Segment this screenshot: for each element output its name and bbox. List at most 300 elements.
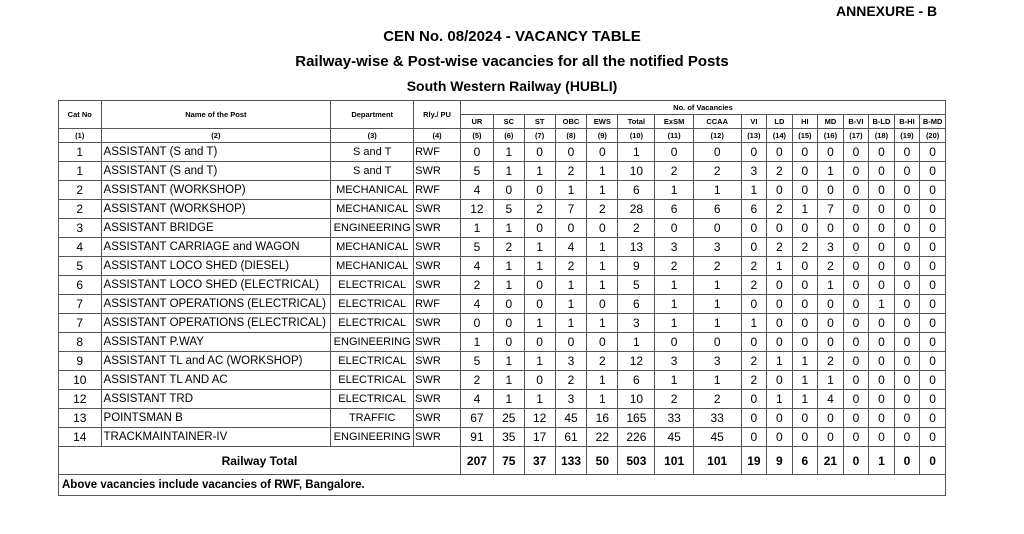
cell-vacancy-value: 0 — [843, 428, 869, 447]
note-row — [59, 475, 946, 496]
cell-vacancy-value: 1 — [655, 371, 693, 390]
cell-vacancy-value: 0 — [894, 143, 920, 162]
cell-vacancy-value: 2 — [524, 200, 555, 219]
cell-vacancy-value: 226 — [618, 428, 655, 447]
cell-post-name: ASSISTANT (WORKSHOP) — [101, 200, 331, 219]
cell-post-name: ASSISTANT (WORKSHOP) — [101, 181, 331, 200]
cell-vacancy-value: 2 — [741, 371, 767, 390]
cell-vacancy-value: 4 — [460, 390, 493, 409]
cell-post-name: ASSISTANT P.WAY — [101, 333, 331, 352]
cell-cat-no: 9 — [59, 352, 102, 371]
cell-vacancy-value: 0 — [693, 143, 741, 162]
cell-vacancy-value: 0 — [767, 295, 793, 314]
cell-department: ENGINEERING — [331, 333, 414, 352]
cell-department: MECHANICAL — [331, 200, 414, 219]
cell-vacancy-value: 1 — [524, 257, 555, 276]
cell-vacancy-value: 1 — [618, 143, 655, 162]
cell-cat-no: 4 — [59, 238, 102, 257]
cell-vacancy-value: 1 — [792, 371, 818, 390]
cell-rly: SWR — [414, 428, 461, 447]
table-row — [59, 143, 946, 162]
cell-vacancy-value: 2 — [767, 200, 793, 219]
column-number: (10) — [618, 129, 655, 143]
cell-vacancy-value: 2 — [655, 162, 693, 181]
cell-vacancy-value: 0 — [792, 314, 818, 333]
cell-vacancy-value: 0 — [843, 390, 869, 409]
cell-vacancy-value: 2 — [741, 257, 767, 276]
cell-vacancy-value: 1 — [524, 314, 555, 333]
cell-vacancy-value: 0 — [869, 181, 895, 200]
table-row — [59, 200, 946, 219]
cell-department: ELECTRICAL — [331, 371, 414, 390]
cell-vacancy-value: 0 — [493, 333, 524, 352]
cell-vacancy-value: 1 — [524, 390, 555, 409]
header-column-b-vi: B-VI — [843, 115, 869, 129]
cell-vacancy-value: 1 — [493, 219, 524, 238]
cell-vacancy-value: 0 — [920, 333, 946, 352]
railway-name: South Western Railway (HUBLI) — [406, 78, 618, 94]
cell-vacancy-value: 0 — [792, 162, 818, 181]
cell-vacancy-value: 91 — [460, 428, 493, 447]
cell-vacancy-value: 0 — [587, 295, 618, 314]
cell-vacancy-value: 3 — [655, 352, 693, 371]
cell-vacancy-value: 1 — [693, 295, 741, 314]
cell-vacancy-value: 0 — [920, 181, 946, 200]
cell-vacancy-value: 0 — [920, 371, 946, 390]
cell-vacancy-value: 0 — [843, 181, 869, 200]
cell-vacancy-value: 1 — [524, 352, 555, 371]
cell-vacancy-value: 7 — [555, 200, 587, 219]
cell-department: ELECTRICAL — [331, 276, 414, 295]
header-cat-no: Cat No — [59, 101, 102, 129]
total-value: 19 — [741, 447, 767, 475]
column-number: (11) — [655, 129, 693, 143]
cell-vacancy-value: 5 — [460, 162, 493, 181]
total-value: 207 — [460, 447, 493, 475]
column-number: (3) — [331, 129, 414, 143]
total-value: 0 — [894, 447, 920, 475]
cell-vacancy-value: 4 — [818, 390, 844, 409]
cell-vacancy-value: 0 — [920, 295, 946, 314]
cell-vacancy-value: 0 — [555, 143, 587, 162]
cell-vacancy-value: 61 — [555, 428, 587, 447]
column-number: (13) — [741, 129, 767, 143]
table-row — [59, 314, 946, 333]
cell-vacancy-value: 3 — [693, 352, 741, 371]
cell-vacancy-value: 1 — [555, 295, 587, 314]
cell-vacancy-value: 1 — [555, 276, 587, 295]
cell-vacancy-value: 1 — [555, 181, 587, 200]
cell-vacancy-value: 0 — [792, 409, 818, 428]
cell-vacancy-value: 0 — [894, 333, 920, 352]
cell-post-name: ASSISTANT TRD — [101, 390, 331, 409]
cell-vacancy-value: 1 — [693, 276, 741, 295]
cell-vacancy-value: 0 — [741, 238, 767, 257]
cell-vacancy-value: 1 — [655, 314, 693, 333]
header-column-ccaa: CCAA — [693, 115, 741, 129]
cell-vacancy-value: 1 — [587, 162, 618, 181]
cell-vacancy-value: 3 — [741, 162, 767, 181]
cell-vacancy-value: 0 — [869, 333, 895, 352]
total-value: 0 — [843, 447, 869, 475]
cell-vacancy-value: 0 — [869, 390, 895, 409]
total-value: 21 — [818, 447, 844, 475]
cell-vacancy-value: 0 — [818, 219, 844, 238]
cell-vacancy-value: 1 — [493, 143, 524, 162]
header-post-name: Name of the Post — [101, 101, 331, 129]
cell-department: TRAFFIC — [331, 409, 414, 428]
cell-vacancy-value: 0 — [460, 143, 493, 162]
cell-vacancy-value: 0 — [792, 333, 818, 352]
cell-vacancy-value: 0 — [818, 333, 844, 352]
cell-vacancy-value: 22 — [587, 428, 618, 447]
column-number: (20) — [920, 129, 946, 143]
cell-vacancy-value: 28 — [618, 200, 655, 219]
cell-vacancy-value: 1 — [792, 200, 818, 219]
cell-post-name: ASSISTANT CARRIAGE and WAGON — [101, 238, 331, 257]
header-column-b-hi: B-HI — [894, 115, 920, 129]
cell-cat-no: 8 — [59, 333, 102, 352]
cell-vacancy-value: 0 — [869, 428, 895, 447]
header-column-vi: VI — [741, 115, 767, 129]
cell-vacancy-value: 0 — [693, 333, 741, 352]
column-number: (4) — [414, 129, 461, 143]
cell-cat-no: 7 — [59, 295, 102, 314]
cell-vacancy-value: 0 — [920, 238, 946, 257]
cell-vacancy-value: 5 — [493, 200, 524, 219]
cell-vacancy-value: 45 — [555, 409, 587, 428]
column-number: (17) — [843, 129, 869, 143]
cell-vacancy-value: 2 — [741, 352, 767, 371]
cell-vacancy-value: 13 — [618, 238, 655, 257]
cell-vacancy-value: 1 — [524, 238, 555, 257]
cell-cat-no: 14 — [59, 428, 102, 447]
cell-vacancy-value: 0 — [843, 409, 869, 428]
column-number: (5) — [460, 129, 493, 143]
table-row — [59, 371, 946, 390]
column-number: (6) — [493, 129, 524, 143]
table-row — [59, 276, 946, 295]
cell-vacancy-value: 1 — [493, 162, 524, 181]
table-row — [59, 238, 946, 257]
cell-vacancy-value: 0 — [843, 257, 869, 276]
cell-vacancy-value: 1 — [493, 390, 524, 409]
cell-vacancy-value: 1 — [493, 257, 524, 276]
total-value: 75 — [493, 447, 524, 475]
cell-vacancy-value: 0 — [920, 219, 946, 238]
cell-vacancy-value: 0 — [555, 333, 587, 352]
cell-vacancy-value: 0 — [894, 295, 920, 314]
cell-vacancy-value: 0 — [869, 200, 895, 219]
cell-post-name: ASSISTANT OPERATIONS (ELECTRICAL) — [101, 295, 331, 314]
cell-vacancy-value: 0 — [524, 371, 555, 390]
cell-vacancy-value: 1 — [655, 181, 693, 200]
cell-post-name: ASSISTANT LOCO SHED (DIESEL) — [101, 257, 331, 276]
column-number: (9) — [587, 129, 618, 143]
total-value: 101 — [693, 447, 741, 475]
table-row — [59, 219, 946, 238]
cell-vacancy-value: 0 — [843, 143, 869, 162]
cell-vacancy-value: 0 — [920, 409, 946, 428]
cell-vacancy-value: 0 — [792, 181, 818, 200]
cell-vacancy-value: 165 — [618, 409, 655, 428]
header-column-ld: LD — [767, 115, 793, 129]
cell-vacancy-value: 0 — [767, 409, 793, 428]
cell-cat-no: 1 — [59, 143, 102, 162]
cell-vacancy-value: 0 — [818, 409, 844, 428]
cell-vacancy-value: 0 — [655, 219, 693, 238]
cell-vacancy-value: 1 — [693, 314, 741, 333]
cell-vacancy-value: 2 — [555, 257, 587, 276]
cell-vacancy-value: 0 — [555, 219, 587, 238]
table-row — [59, 257, 946, 276]
cell-rly: SWR — [414, 162, 461, 181]
cell-vacancy-value: 1 — [587, 257, 618, 276]
cell-cat-no: 2 — [59, 181, 102, 200]
cell-vacancy-value: 1 — [869, 295, 895, 314]
cell-vacancy-value: 0 — [920, 200, 946, 219]
total-value: 37 — [524, 447, 555, 475]
cell-vacancy-value: 1 — [792, 390, 818, 409]
cell-post-name: ASSISTANT BRIDGE — [101, 219, 331, 238]
table-row — [59, 428, 946, 447]
cell-post-name: POINTSMAN B — [101, 409, 331, 428]
cell-vacancy-value: 0 — [741, 295, 767, 314]
column-number: (2) — [101, 129, 331, 143]
cell-vacancy-value: 4 — [460, 181, 493, 200]
cell-vacancy-value: 1 — [792, 352, 818, 371]
cell-vacancy-value: 67 — [460, 409, 493, 428]
cell-vacancy-value: 0 — [792, 428, 818, 447]
total-value: 503 — [618, 447, 655, 475]
cell-rly: SWR — [414, 314, 461, 333]
cell-vacancy-value: 9 — [618, 257, 655, 276]
cell-vacancy-value: 2 — [655, 257, 693, 276]
cell-vacancy-value: 0 — [843, 295, 869, 314]
cell-vacancy-value: 1 — [493, 352, 524, 371]
cell-vacancy-value: 2 — [460, 371, 493, 390]
total-label: Railway Total — [59, 447, 461, 475]
header-column-ews: EWS — [587, 115, 618, 129]
cell-vacancy-value: 1 — [767, 257, 793, 276]
cell-department: S and T — [331, 162, 414, 181]
cell-vacancy-value: 1 — [767, 390, 793, 409]
cell-vacancy-value: 0 — [843, 314, 869, 333]
cell-department: MECHANICAL — [331, 181, 414, 200]
cell-vacancy-value: 0 — [767, 276, 793, 295]
cell-department: ELECTRICAL — [331, 352, 414, 371]
cell-vacancy-value: 0 — [843, 162, 869, 181]
cell-cat-no: 3 — [59, 219, 102, 238]
cell-vacancy-value: 0 — [524, 181, 555, 200]
column-number: (19) — [894, 129, 920, 143]
cell-vacancy-value: 1 — [493, 276, 524, 295]
cell-vacancy-value: 0 — [767, 143, 793, 162]
cell-vacancy-value: 0 — [869, 219, 895, 238]
cell-vacancy-value: 0 — [920, 276, 946, 295]
cell-vacancy-value: 0 — [524, 295, 555, 314]
cell-vacancy-value: 0 — [843, 219, 869, 238]
column-number: (8) — [555, 129, 587, 143]
cell-vacancy-value: 1 — [818, 276, 844, 295]
cell-vacancy-value: 16 — [587, 409, 618, 428]
cell-vacancy-value: 0 — [894, 352, 920, 371]
cell-vacancy-value: 2 — [555, 162, 587, 181]
cell-vacancy-value: 0 — [792, 143, 818, 162]
cell-vacancy-value: 1 — [555, 314, 587, 333]
cell-vacancy-value: 2 — [818, 352, 844, 371]
cell-cat-no: 2 — [59, 200, 102, 219]
cell-vacancy-value: 0 — [524, 219, 555, 238]
cell-vacancy-value: 1 — [493, 371, 524, 390]
cell-rly: SWR — [414, 333, 461, 352]
cell-vacancy-value: 0 — [493, 181, 524, 200]
cell-vacancy-value: 0 — [655, 333, 693, 352]
cell-rly: SWR — [414, 409, 461, 428]
cell-vacancy-value: 1 — [460, 219, 493, 238]
cell-vacancy-value: 0 — [843, 238, 869, 257]
cell-vacancy-value: 0 — [894, 181, 920, 200]
cell-post-name: ASSISTANT TL and AC (WORKSHOP) — [101, 352, 331, 371]
cell-vacancy-value: 0 — [920, 390, 946, 409]
cell-vacancy-value: 0 — [894, 162, 920, 181]
cell-department: ELECTRICAL — [331, 295, 414, 314]
cell-vacancy-value: 3 — [655, 238, 693, 257]
cell-vacancy-value: 1 — [524, 162, 555, 181]
cell-vacancy-value: 2 — [693, 257, 741, 276]
cell-vacancy-value: 0 — [818, 314, 844, 333]
cell-vacancy-value: 1 — [618, 333, 655, 352]
cell-vacancy-value: 0 — [493, 314, 524, 333]
cell-department: ENGINEERING — [331, 428, 414, 447]
column-number: (16) — [818, 129, 844, 143]
cell-vacancy-value: 0 — [920, 257, 946, 276]
cell-vacancy-value: 0 — [818, 428, 844, 447]
header-no-of-vacancies: No. of Vacancies — [460, 101, 945, 115]
cell-rly: SWR — [414, 276, 461, 295]
cell-vacancy-value: 0 — [792, 257, 818, 276]
header-column-sc: SC — [493, 115, 524, 129]
cell-vacancy-value: 1 — [693, 181, 741, 200]
cell-rly: SWR — [414, 257, 461, 276]
cell-vacancy-value: 0 — [869, 143, 895, 162]
header-column-b-ld: B-LD — [869, 115, 895, 129]
cell-rly: RWF — [414, 143, 461, 162]
cell-cat-no: 13 — [59, 409, 102, 428]
table-row — [59, 333, 946, 352]
column-number: (14) — [767, 129, 793, 143]
vacancy-table — [58, 100, 946, 496]
cell-vacancy-value: 1 — [818, 371, 844, 390]
cell-vacancy-value: 1 — [693, 371, 741, 390]
cell-post-name: ASSISTANT TL AND AC — [101, 371, 331, 390]
cell-vacancy-value: 0 — [843, 371, 869, 390]
cell-vacancy-value: 10 — [618, 162, 655, 181]
cell-vacancy-value: 0 — [818, 295, 844, 314]
cell-vacancy-value: 6 — [741, 200, 767, 219]
cell-vacancy-value: 0 — [843, 200, 869, 219]
cell-vacancy-value: 0 — [869, 409, 895, 428]
cell-vacancy-value: 0 — [792, 219, 818, 238]
cell-vacancy-value: 2 — [618, 219, 655, 238]
cell-vacancy-value: 0 — [587, 333, 618, 352]
cell-vacancy-value: 0 — [869, 257, 895, 276]
column-number: (18) — [869, 129, 895, 143]
cell-department: ELECTRICAL — [331, 390, 414, 409]
table-row — [59, 181, 946, 200]
cell-post-name: ASSISTANT OPERATIONS (ELECTRICAL) — [101, 314, 331, 333]
cell-vacancy-value: 6 — [618, 181, 655, 200]
cell-vacancy-value: 5 — [460, 238, 493, 257]
cell-vacancy-value: 0 — [493, 295, 524, 314]
cell-vacancy-value: 0 — [843, 276, 869, 295]
cell-cat-no: 12 — [59, 390, 102, 409]
cell-vacancy-value: 25 — [493, 409, 524, 428]
cell-vacancy-value: 7 — [818, 200, 844, 219]
cell-vacancy-value: 2 — [460, 276, 493, 295]
cell-vacancy-value: 2 — [555, 371, 587, 390]
cell-vacancy-value: 33 — [693, 409, 741, 428]
cell-vacancy-value: 0 — [843, 333, 869, 352]
table-row — [59, 390, 946, 409]
cell-vacancy-value: 0 — [767, 333, 793, 352]
cell-vacancy-value: 1 — [460, 333, 493, 352]
cell-cat-no: 10 — [59, 371, 102, 390]
cell-vacancy-value: 0 — [767, 371, 793, 390]
cell-vacancy-value: 1 — [767, 352, 793, 371]
cell-vacancy-value: 3 — [693, 238, 741, 257]
total-value: 133 — [555, 447, 587, 475]
document-subtitle: Railway-wise & Post-wise vacancies for all the notified Posts — [295, 53, 729, 70]
cell-vacancy-value: 4 — [555, 238, 587, 257]
table-row — [59, 162, 946, 181]
column-number: (15) — [792, 129, 818, 143]
cell-rly: SWR — [414, 200, 461, 219]
cell-vacancy-value: 0 — [920, 428, 946, 447]
cell-post-name: ASSISTANT (S and T) — [101, 162, 331, 181]
cell-vacancy-value: 1 — [587, 181, 618, 200]
cell-vacancy-value: 0 — [767, 428, 793, 447]
header-column-obc: OBC — [555, 115, 587, 129]
cell-rly: RWF — [414, 181, 461, 200]
cell-vacancy-value: 0 — [894, 257, 920, 276]
cell-vacancy-value: 2 — [693, 390, 741, 409]
cell-vacancy-value: 1 — [587, 314, 618, 333]
cell-vacancy-value: 1 — [587, 390, 618, 409]
cell-rly: SWR — [414, 371, 461, 390]
cell-vacancy-value: 0 — [894, 219, 920, 238]
cell-vacancy-value: 0 — [894, 409, 920, 428]
header-department: Department — [331, 101, 414, 129]
cell-vacancy-value: 2 — [741, 276, 767, 295]
annexure-label: ANNEXURE - B — [836, 3, 938, 19]
cell-vacancy-value: 0 — [792, 276, 818, 295]
cell-vacancy-value: 0 — [792, 295, 818, 314]
cell-vacancy-value: 2 — [655, 390, 693, 409]
cell-vacancy-value: 0 — [587, 219, 618, 238]
total-value: 9 — [767, 447, 793, 475]
cell-vacancy-value: 12 — [618, 352, 655, 371]
cell-vacancy-value: 0 — [524, 276, 555, 295]
cell-vacancy-value: 33 — [655, 409, 693, 428]
cell-vacancy-value: 0 — [869, 314, 895, 333]
cell-vacancy-value: 0 — [894, 314, 920, 333]
cell-vacancy-value: 0 — [741, 333, 767, 352]
cell-vacancy-value: 0 — [869, 371, 895, 390]
cell-vacancy-value: 2 — [792, 238, 818, 257]
cell-vacancy-value: 6 — [693, 200, 741, 219]
cell-vacancy-value: 0 — [693, 219, 741, 238]
